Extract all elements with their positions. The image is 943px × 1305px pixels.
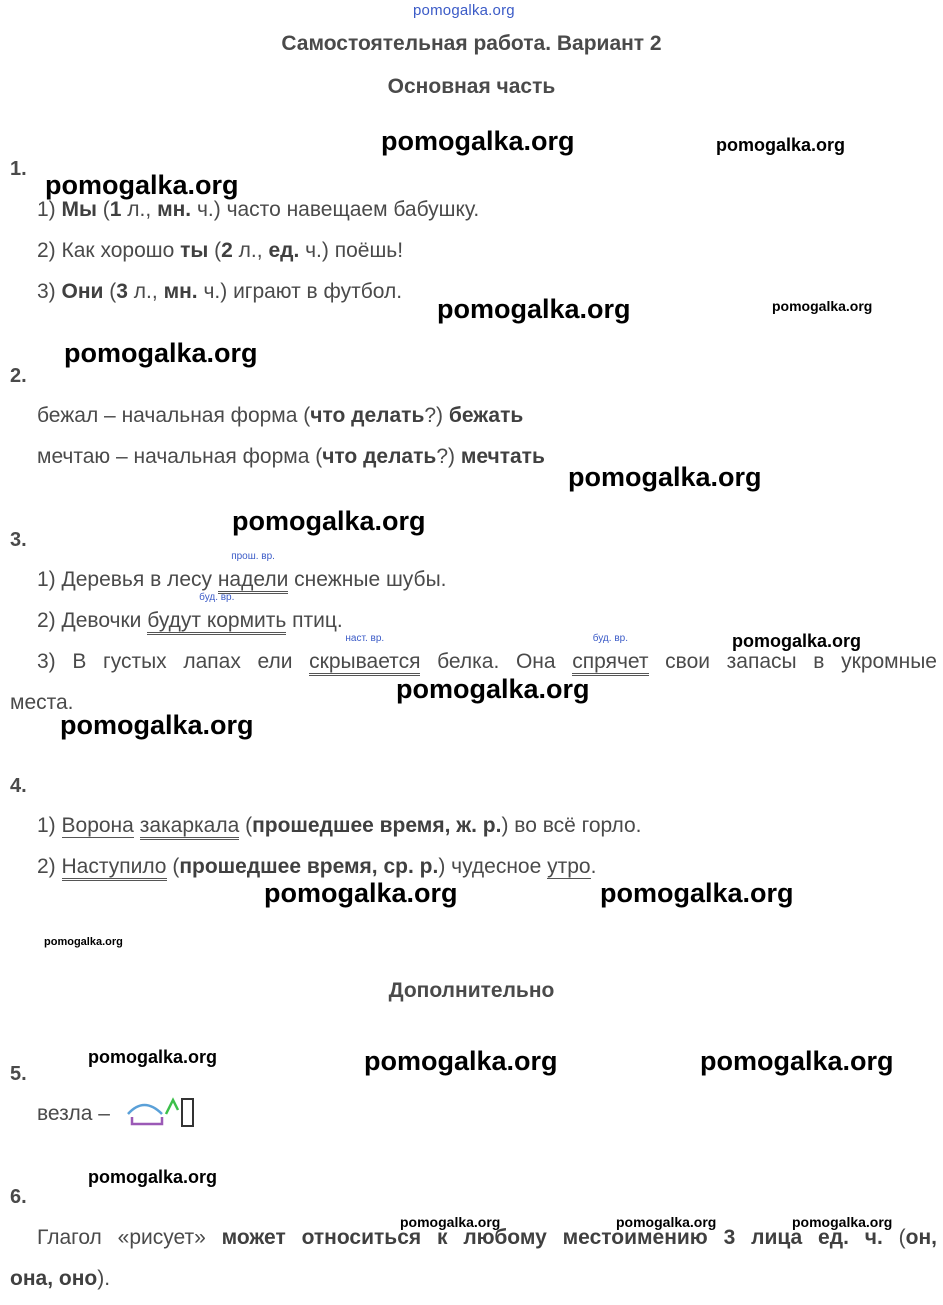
watermark: pomogalka.org [568, 462, 762, 492]
task5-word: везла – [37, 1102, 110, 1125]
task4-sentence-2: 2) Наступило (прошедшее время, ср. р.) чудесное утро. [37, 855, 596, 879]
subject: Ворона [61, 814, 134, 837]
root-arc-icon [128, 1105, 162, 1114]
tense-label: прош. вр. [231, 551, 275, 562]
watermark: pomogalka.org [60, 710, 254, 740]
ending-box-icon [182, 1099, 193, 1126]
watermark: pomogalka.org [616, 1214, 717, 1230]
predicate: закаркала [140, 814, 240, 840]
predicate: скрывается [309, 650, 420, 676]
task2-sentence-2: мечтаю – начальная форма (что делать?) мечтать [37, 445, 545, 468]
task2-sentence-1: бежал – начальная форма (что делать?) бежать [37, 404, 524, 427]
task-number: 3. [10, 529, 27, 551]
watermark: pomogalka.org [792, 1214, 893, 1230]
prefix-bracket-icon [132, 1117, 162, 1124]
tense-label: буд. вр. [592, 633, 628, 644]
section-heading-main: Основная часть [387, 75, 556, 98]
task6-sentence-cont: она, оно). [10, 1267, 111, 1290]
watermark: pomogalka.org [44, 936, 123, 948]
tense-label: наст. вр. [345, 633, 385, 644]
watermark: pomogalka.org [600, 878, 794, 908]
watermark: pomogalka.org [45, 170, 239, 200]
predicate: надели [218, 568, 289, 594]
watermark: pomogalka.org [88, 1167, 218, 1187]
task-number: 5. [10, 1063, 27, 1085]
predicate: будут кормить [147, 609, 286, 635]
watermark: pomogalka.org [64, 338, 258, 368]
task3-sentence-1: 1) Деревья в лесу прош. вр. надели снежные шубы. [37, 568, 447, 592]
task6-sentence: Глагол «рисует» может относиться к любому местоимению 3 лица ед. ч. (он, [37, 1226, 937, 1249]
watermark: pomogalka.org [396, 674, 590, 704]
task3-sentence-3-cont: места. [10, 691, 74, 714]
watermark: pomogalka.org [88, 1047, 218, 1067]
task-number: 6. [10, 1186, 27, 1208]
watermark: pomogalka.org [232, 506, 426, 536]
suffix-caret-icon [166, 1100, 178, 1114]
watermark: pomogalka.org [700, 1046, 894, 1076]
tense-label: буд. вр. [199, 592, 235, 603]
word-morpheme-scheme [126, 1092, 206, 1132]
task-number: 2. [10, 365, 27, 387]
page-title: Самостоятельная работа. Вариант 2 [281, 32, 662, 55]
task1-sentence-3: 3) Они (3 л., мн. ч.) играют в футбол. [37, 280, 403, 303]
task3-sentence-3: 3) В густых лапах ели наст. вр. скрывается белка. Она буд. вр. спрячет свои запасы в укромные [37, 650, 937, 674]
predicate: спрячет [572, 650, 648, 676]
task1-sentence-2: 2) Как хорошо ты (2 л., ед. ч.) поёшь! [37, 239, 404, 262]
watermark: pomogalka.org [264, 878, 458, 908]
task3-sentence-2: 2) Девочки буд. вр. будут кормить птиц. [37, 609, 343, 633]
task-number: 4. [10, 775, 27, 797]
task-number: 1. [10, 158, 27, 180]
watermark: pomogalka.org [732, 631, 862, 651]
watermark: pomogalka.org [716, 135, 846, 155]
watermark: pomogalka.org [772, 298, 873, 314]
watermark: pomogalka.org [400, 1214, 501, 1230]
watermark: pomogalka.org [364, 1046, 558, 1076]
watermark: pomogalka.org [437, 294, 631, 324]
watermark-top: pomogalka.org [413, 2, 515, 19]
task1-sentence-1: 1) Мы (1 л., мн. ч.) часто навещаем бабушку. [37, 198, 480, 221]
task4-sentence-1: 1) Ворона закаркала (прошедшее время, ж. р.) во всё горло. [37, 814, 642, 838]
predicate: Наступило [62, 855, 167, 881]
subject: утро [547, 855, 591, 878]
section-heading-extra: Дополнительно [388, 979, 555, 1002]
watermark: pomogalka.org [381, 126, 575, 156]
